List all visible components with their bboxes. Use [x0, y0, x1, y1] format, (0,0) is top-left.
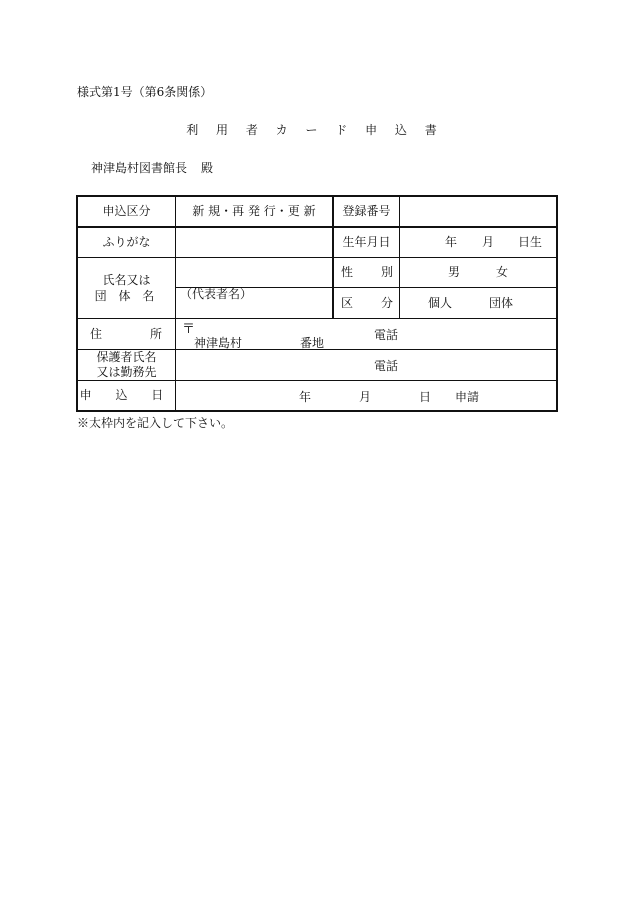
- birthdate-field[interactable]: [400, 228, 556, 257]
- address-field[interactable]: [176, 319, 556, 349]
- addressee-honorific: 殿: [201, 161, 214, 175]
- gender-label-a: 性: [341, 265, 354, 280]
- name-label-line1: 氏名又は: [102, 272, 151, 287]
- registration-number-label: 登録番号: [342, 204, 391, 219]
- application-date-label: [78, 381, 175, 410]
- guardian-field[interactable]: [176, 350, 556, 380]
- birthdate-label: 生年月日: [342, 235, 391, 250]
- gender-label: [334, 258, 399, 287]
- name-label-line2: 団 体 名: [94, 289, 159, 303]
- gender-label-b: 別: [381, 265, 394, 280]
- application-type-options[interactable]: 新 規・再 発 行・更 新: [192, 204, 316, 219]
- category-group[interactable]: 団体: [489, 295, 514, 310]
- category-label-b: 分: [381, 295, 394, 310]
- guardian-label-line2: 又は勤務先: [96, 365, 157, 379]
- registration-number-field[interactable]: [400, 197, 556, 226]
- addressee: [91, 159, 213, 176]
- address-phone-label: 電話: [374, 328, 399, 342]
- application-date-field[interactable]: [176, 381, 556, 410]
- footer-note: ※太枠内を記入して下さい。: [77, 416, 234, 430]
- furigana-label: ふりがな: [102, 235, 151, 250]
- application-date-label-text: 申 込 日: [79, 388, 174, 403]
- birth-month-unit: 月: [482, 235, 495, 250]
- name-field[interactable]: [176, 258, 332, 287]
- category-individual[interactable]: 個人: [428, 295, 453, 310]
- category-options[interactable]: [400, 288, 556, 318]
- table-border-bottom: [76, 410, 558, 412]
- address-label-a: 住: [90, 326, 103, 341]
- application-type-label: 申込区分: [102, 204, 151, 219]
- guardian-phone-label: 電話: [374, 359, 399, 373]
- application-day-unit: 日: [419, 390, 432, 404]
- application-month-unit: 月: [359, 390, 372, 404]
- gender-female[interactable]: 女: [496, 265, 509, 280]
- category-label-a: 区: [341, 295, 354, 310]
- guardian-label: [78, 350, 175, 380]
- address-lot: 番地: [300, 336, 325, 350]
- birth-day-unit: 日生: [518, 235, 543, 250]
- document-title: 利 用 者 カ ー ド 申 込 書: [186, 123, 444, 137]
- form-number: 様式第1号（第6条関係）: [77, 85, 213, 99]
- address-village: 神津島村: [194, 336, 243, 350]
- birth-year-unit: 年: [445, 235, 458, 250]
- guardian-label-line1: 保護者氏名: [96, 350, 157, 364]
- gender-options[interactable]: [400, 258, 556, 287]
- postal-mark: 〒: [182, 322, 196, 337]
- representative-field[interactable]: （代表者名）: [180, 286, 253, 301]
- gender-male[interactable]: 男: [448, 265, 461, 280]
- application-apply-label: 申請: [455, 390, 480, 404]
- address-label: [78, 319, 175, 349]
- name-label: [78, 258, 175, 318]
- addressee-name: 神津島村図書館長: [91, 161, 188, 175]
- address-label-b: 所: [150, 326, 163, 341]
- application-year-unit: 年: [299, 390, 312, 404]
- table-border-right: [556, 195, 558, 412]
- category-label: [334, 288, 399, 318]
- furigana-field[interactable]: [176, 228, 332, 257]
